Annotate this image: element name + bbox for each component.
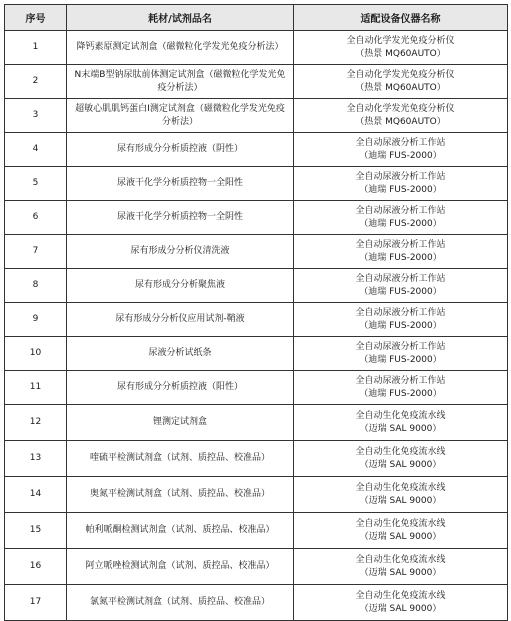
row-number: 4 [5,133,67,167]
device-name: 全自动尿液分析工作站 [355,341,446,352]
device-name: 全自动化学发光免疫分析仪 [346,103,455,114]
device-name: 全自动化学发光免疫分析仪 [346,69,455,80]
row-device [294,303,508,337]
row-item-name: N末端B型钠尿肽前体测定试剂盒（磁微粒化学发光免疫分析法） [67,65,294,99]
device-model: （迈瑞 SAL 9000） [359,603,442,614]
row-device [294,167,508,201]
row-item-name: 尿有形成分分析仪应用试剂-鞘液 [67,303,294,337]
row-item-name: 喹硫平检测试剂盒（试剂、质控品、校准品） [67,441,294,477]
document-page [4,4,507,621]
consumables-table [4,4,508,621]
device-name: 全自动尿液分析工作站 [355,273,446,284]
device-name: 全自动生化免疫流水线 [355,554,446,565]
header-name: 耗材/试剂品名 [67,5,294,31]
row-number: 5 [5,167,67,201]
table-row [5,405,508,441]
device-name: 全自动生化免疫流水线 [355,590,446,601]
device-model: （迈瑞 SAL 9000） [359,495,442,506]
row-number: 17 [5,585,67,621]
table-row [5,31,508,65]
row-number: 15 [5,513,67,549]
row-device [294,65,508,99]
device-name: 全自动生化免疫流水线 [355,482,446,493]
row-device [294,477,508,513]
table-row [5,269,508,303]
table-row [5,201,508,235]
header-index: 序号 [5,5,67,31]
row-number: 1 [5,31,67,65]
table-row [5,549,508,585]
row-item-name: 奥氮平检测试剂盒（试剂、质控品、校准品） [67,477,294,513]
row-device [294,371,508,405]
table-row [5,337,508,371]
row-device [294,99,508,133]
device-model: （热景 MQ60AUTO） [355,48,446,59]
row-item-name: 尿液分析试纸条 [67,337,294,371]
row-device [294,133,508,167]
device-name: 全自动尿液分析工作站 [355,137,446,148]
device-name: 全自动尿液分析工作站 [355,307,446,318]
device-model: （迈瑞 SAL 9000） [359,531,442,542]
device-name: 全自动尿液分析工作站 [355,171,446,182]
device-name: 全自动生化免疫流水线 [355,518,446,529]
table-row [5,303,508,337]
device-name: 全自动化学发光免疫分析仪 [346,35,455,46]
row-device [294,235,508,269]
row-number: 16 [5,549,67,585]
table-row [5,235,508,269]
table-row [5,65,508,99]
table-row [5,99,508,133]
row-item-name: 尿液干化学分析质控物一全阳性 [67,167,294,201]
row-item-name: 尿液干化学分析质控物一全阴性 [67,201,294,235]
table-header-row [5,5,508,31]
row-item-name: 尿有形成分分析质控液（阴性） [67,133,294,167]
row-device [294,405,508,441]
row-number: 7 [5,235,67,269]
device-model: （迈瑞 SAL 9000） [359,567,442,578]
device-model: （迈瑞 SAL 9000） [359,459,442,470]
device-name: 全自动生化免疫流水线 [355,446,446,457]
row-number: 14 [5,477,67,513]
header-device: 适配设备仪器名称 [294,5,508,31]
table-row [5,167,508,201]
device-model: （热景 MQ60AUTO） [355,116,446,127]
device-model: （迪瑞 FUS-2000） [359,286,442,297]
row-device [294,269,508,303]
row-number: 3 [5,99,67,133]
row-item-name: 超敏心肌肌钙蛋白I测定试剂盒（磁微粒化学发光免疫分析法） [67,99,294,133]
row-device [294,549,508,585]
row-item-name: 帕利哌酮检测试剂盒（试剂、质控品、校准品） [67,513,294,549]
row-item-name: 尿有形成分分析仪清洗液 [67,235,294,269]
row-device [294,585,508,621]
table-row [5,513,508,549]
device-model: （迈瑞 SAL 9000） [359,423,442,434]
row-item-name: 阿立哌唑检测试剂盒（试剂、质控品、校准品） [67,549,294,585]
device-model: （迪瑞 FUS-2000） [359,320,442,331]
device-name: 全自动尿液分析工作站 [355,375,446,386]
table-row [5,133,508,167]
row-number: 9 [5,303,67,337]
device-model: （迪瑞 FUS-2000） [359,354,442,365]
device-name: 全自动尿液分析工作站 [355,239,446,250]
row-number: 13 [5,441,67,477]
row-item-name: 尿有形成分分析聚焦液 [67,269,294,303]
device-model: （迪瑞 FUS-2000） [359,218,442,229]
row-device [294,201,508,235]
row-item-name: 尿有形成分分析质控液（阳性） [67,371,294,405]
row-number: 12 [5,405,67,441]
row-number: 10 [5,337,67,371]
row-number: 8 [5,269,67,303]
table-row [5,441,508,477]
table-row [5,477,508,513]
device-name: 全自动尿液分析工作站 [355,205,446,216]
row-number: 11 [5,371,67,405]
device-model: （迪瑞 FUS-2000） [359,184,442,195]
row-item-name: 氯氮平检测试剂盒（试剂、质控品、校准品） [67,585,294,621]
row-number: 2 [5,65,67,99]
device-model: （迪瑞 FUS-2000） [359,252,442,263]
row-device [294,31,508,65]
table-row [5,585,508,621]
row-device [294,337,508,371]
device-name: 全自动生化免疫流水线 [355,410,446,421]
device-model: （热景 MQ60AUTO） [355,82,446,93]
device-model: （迪瑞 FUS-2000） [359,388,442,399]
row-number: 6 [5,201,67,235]
table-row [5,371,508,405]
table-body [5,31,508,621]
row-device [294,441,508,477]
row-item-name: 降钙素原测定试剂盒（磁微粒化学发光免疫分析法） [67,31,294,65]
device-model: （迪瑞 FUS-2000） [359,150,442,161]
row-device [294,513,508,549]
row-item-name: 锂测定试剂盒 [67,405,294,441]
